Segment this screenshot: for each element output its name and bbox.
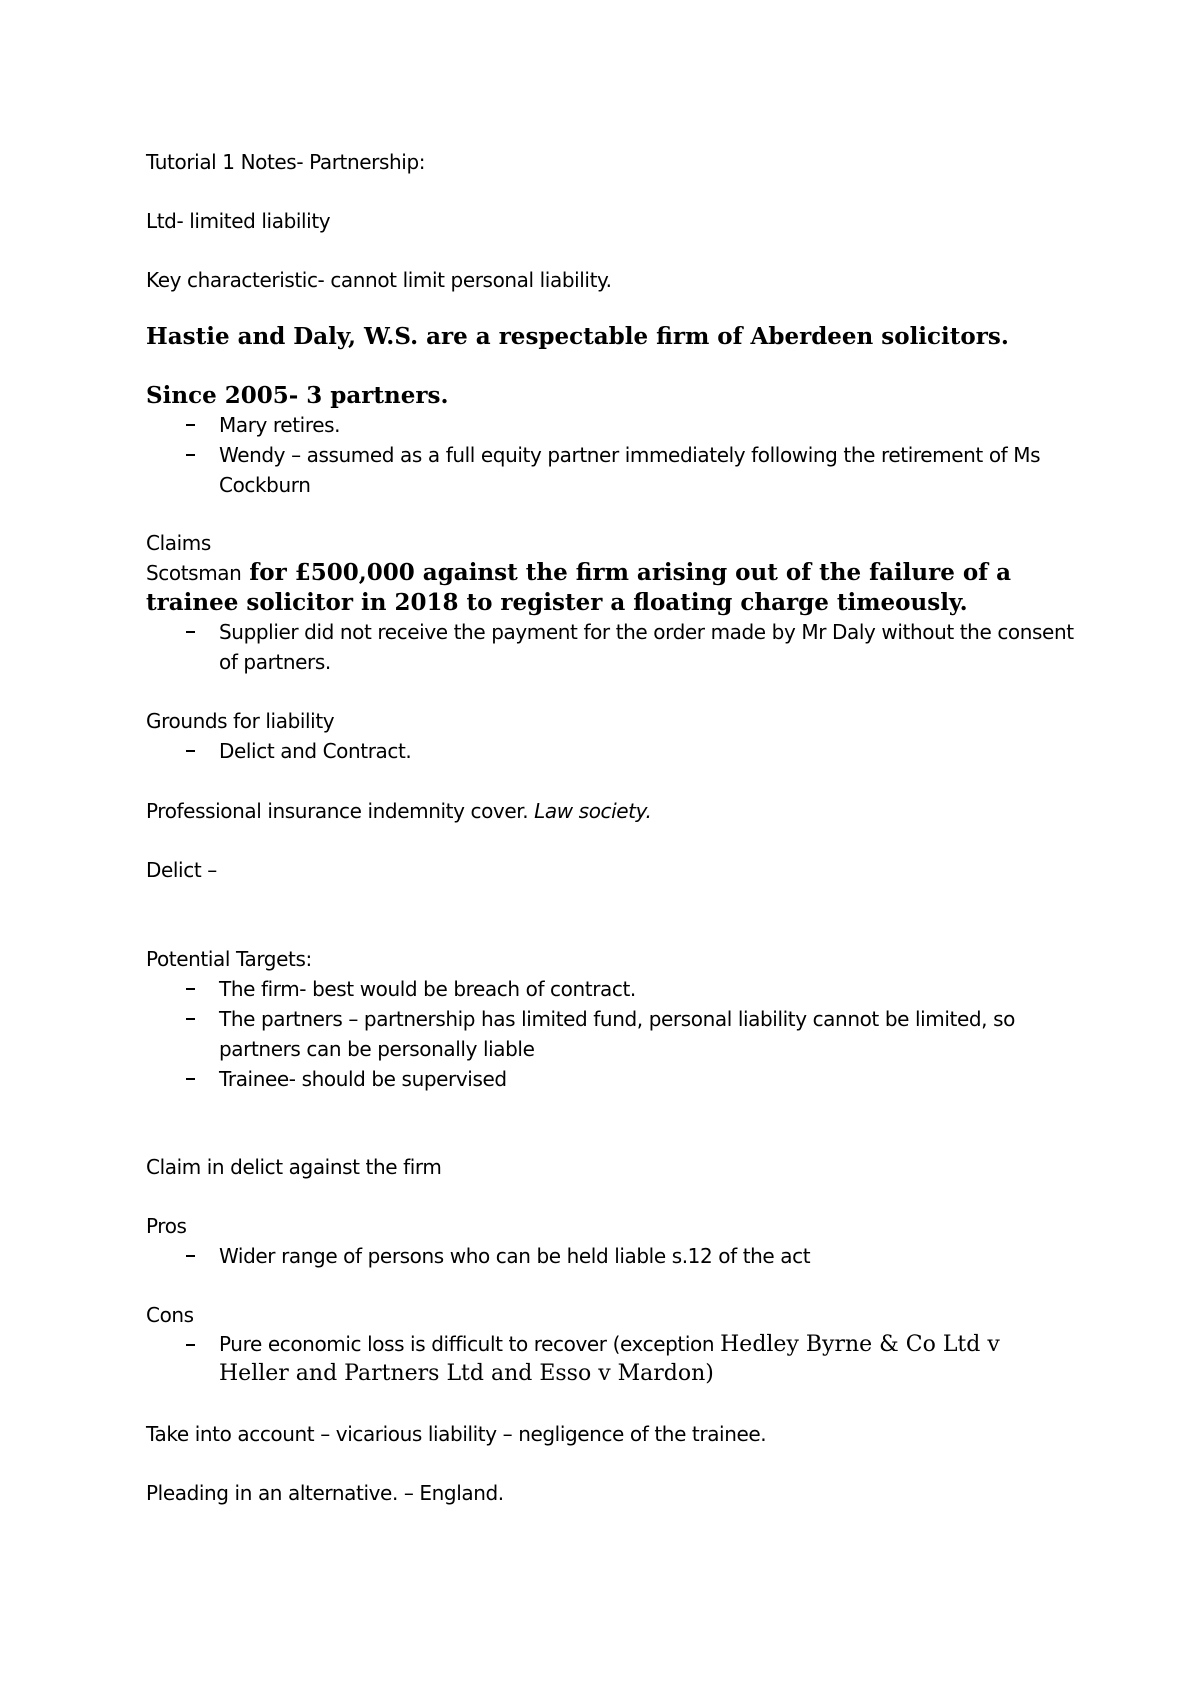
claims-heading: Claims: [146, 531, 211, 555]
claim-bold-text: for £500,000 against the firm arising out of the failure of a trainee solicitor in 2018 to register a floating charge timeously.: [146, 559, 1011, 616]
ltd-line: Ltd- limited liability: [146, 209, 331, 233]
pros-heading: Pros: [146, 1214, 187, 1238]
targets-list: [146, 974, 1076, 1094]
hastie-heading: Hastie and Daly, W.S. are a respectable firm of Aberdeen solicitors.: [146, 323, 1009, 350]
claim-paragraph: [146, 558, 1076, 618]
pros-list: [146, 1241, 1076, 1271]
insurance-italic: Law society.: [534, 799, 652, 823]
key-characteristic-line: Key characteristic- cannot limit personal liability.: [146, 268, 612, 292]
claim-delict-line: Claim in delict against the firm: [146, 1155, 442, 1179]
partners-list: [146, 410, 1076, 500]
list-item: Trainee- should be supervised: [146, 1064, 1076, 1094]
claim-prefix: Scotsman: [146, 561, 242, 585]
vicarious-line: Take into account – vicarious liability – negligence of the trainee.: [146, 1422, 767, 1446]
grounds-list: [146, 736, 1076, 766]
cons-prefix: Pure economic loss is difficult to recover (exception: [219, 1332, 721, 1356]
list-item: The firm- best would be breach of contract.: [146, 974, 1076, 1004]
list-item: Delict and Contract.: [146, 736, 1076, 766]
list-item: Mary retires.: [146, 410, 1076, 440]
since-heading: Since 2005- 3 partners.: [146, 382, 449, 409]
title-block: [146, 147, 1076, 177]
delict-line: Delict –: [146, 858, 217, 882]
list-item: Supplier did not receive the payment for the order made by Mr Daly without the consent of partners.: [146, 617, 1076, 677]
insurance-line: [146, 796, 1076, 826]
claims-list: [146, 617, 1076, 677]
cons-heading: Cons: [146, 1303, 194, 1327]
cons-serif-text: Hedley Byrne & Co Ltd v Heller and Partners Ltd and Esso v Mardon): [219, 1332, 1000, 1386]
grounds-heading: Grounds for liability: [146, 709, 335, 733]
cons-list: [146, 1330, 1076, 1388]
doc-title: Tutorial 1 Notes- Partnership:: [146, 150, 426, 174]
list-item: Wendy – assumed as a full equity partner immediately following the retirement of Ms Cockburn: [146, 440, 1076, 500]
list-item: [146, 1330, 1076, 1388]
list-item: Wider range of persons who can be held liable s.12 of the act: [146, 1241, 1076, 1271]
insurance-text: Professional insurance indemnity cover.: [146, 799, 535, 823]
targets-heading: Potential Targets:: [146, 947, 312, 971]
pleading-line: Pleading in an alternative. – England.: [146, 1481, 504, 1505]
list-item: The partners – partnership has limited fund, personal liability cannot be limited, so partners can be personally liable: [146, 1004, 1076, 1064]
